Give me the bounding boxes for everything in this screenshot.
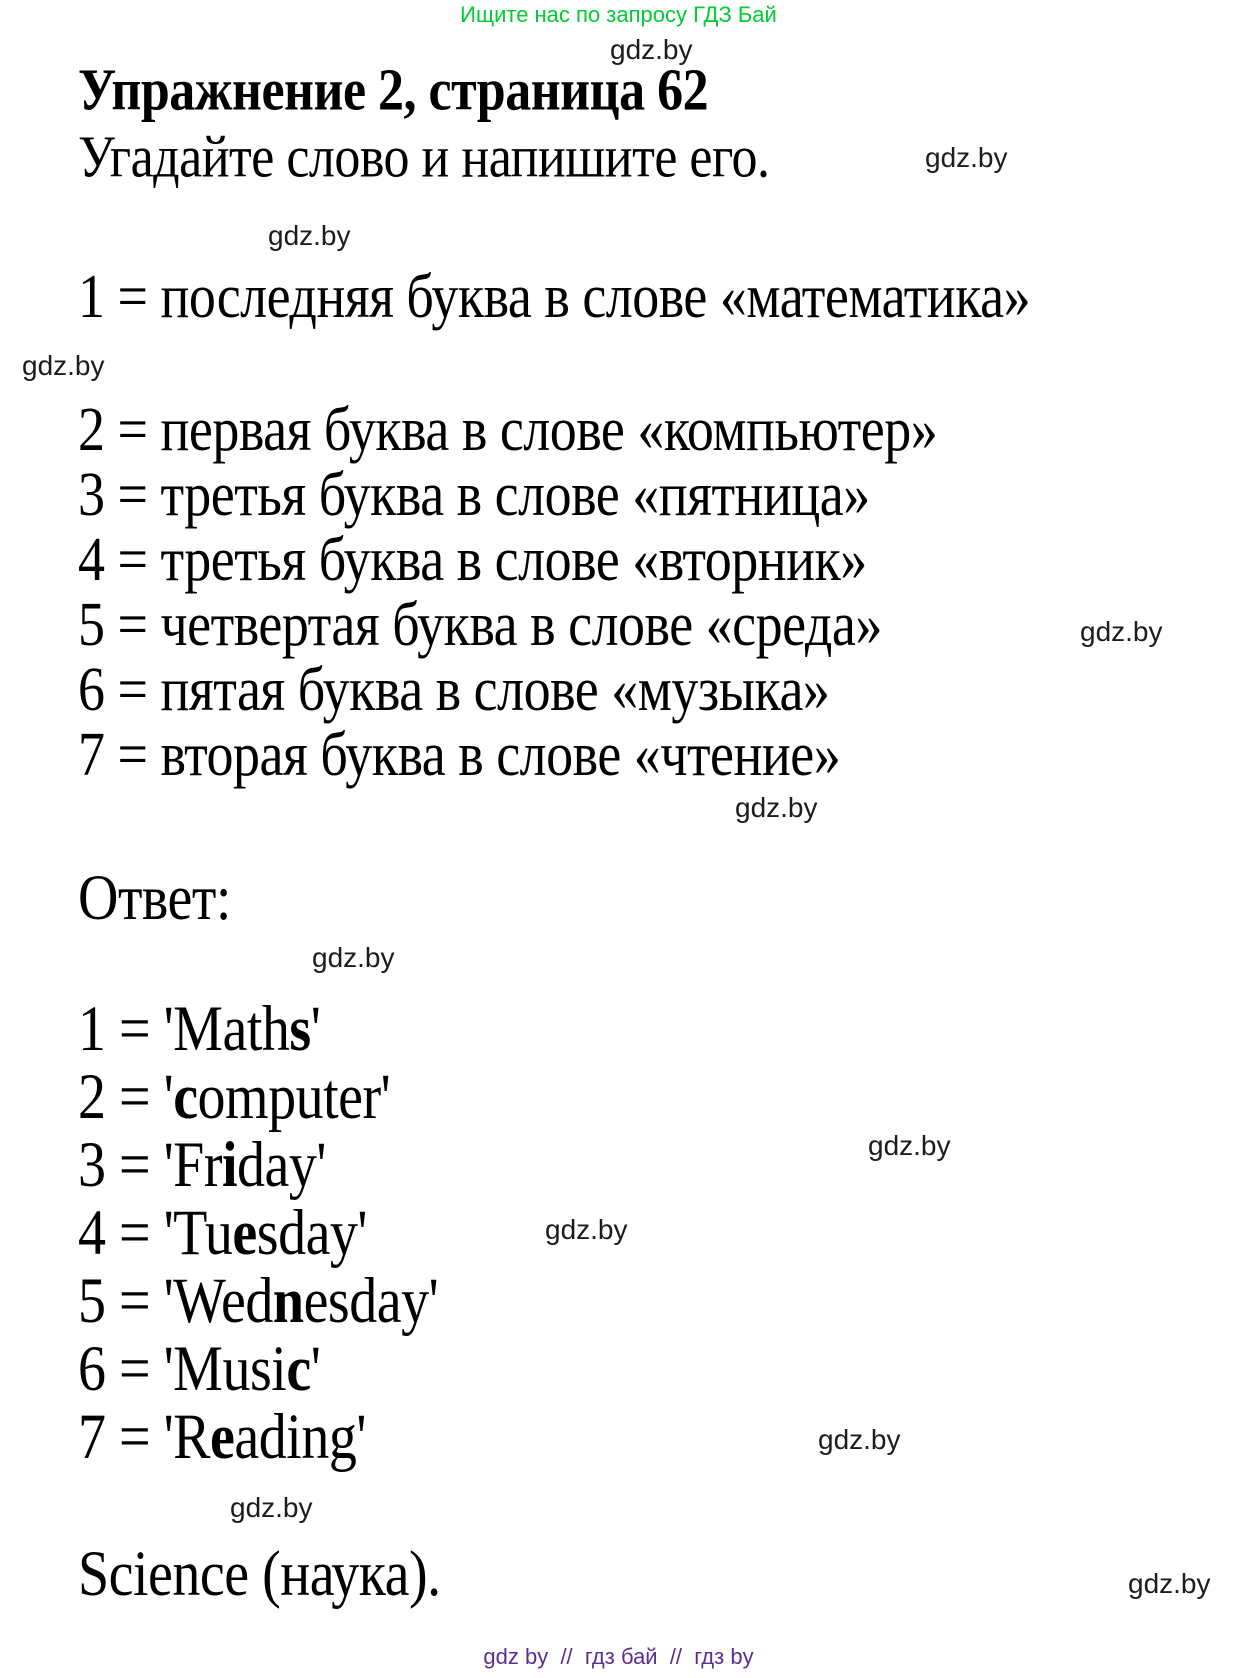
equals-sign: = — [119, 1197, 151, 1269]
answer-word: 'Reading' — [163, 1401, 366, 1473]
promo-banner: Ищите нас по запросу ГДЗ Бай — [460, 2, 777, 27]
answer-row — [78, 1129, 326, 1201]
gdz-watermark: gdz.by — [610, 34, 693, 65]
answer-number: 5 — [78, 1265, 106, 1337]
answer-number: 6 — [78, 1333, 106, 1405]
answer-word: 'Music' — [163, 1333, 321, 1405]
equals-sign: = — [117, 654, 148, 724]
equals-sign: = — [119, 1129, 151, 1201]
equals-sign: = — [117, 459, 148, 529]
equals-sign: = — [119, 1061, 151, 1133]
answer-key-letter: i — [221, 1129, 238, 1201]
clue-number: 5 — [78, 589, 105, 659]
clue-text: последняя буква в слове «математика» — [160, 261, 1031, 331]
clue-number: 4 — [78, 524, 105, 594]
clue-row — [78, 261, 1031, 331]
answer-number: 4 — [78, 1197, 106, 1269]
answer-word: 'Friday' — [163, 1129, 326, 1201]
clue-text: первая буква в слове «компьютер» — [160, 394, 938, 464]
answer-row — [78, 1197, 368, 1269]
answer-key-letter: e — [210, 1401, 235, 1473]
clue-row — [78, 394, 938, 464]
equals-sign: = — [119, 1401, 151, 1473]
page-title: Упражнение 2, страница 62 — [78, 57, 709, 124]
clue-number: 6 — [78, 654, 105, 724]
answer-word: 'Wednesday' — [163, 1265, 439, 1337]
answer-key-letter: c — [286, 1333, 311, 1405]
equals-sign: = — [117, 394, 148, 464]
gdz-watermark: gdz.by — [925, 142, 1008, 173]
clue-row — [78, 654, 830, 724]
gdz-watermark: gdz.by — [1080, 616, 1163, 647]
answer-row — [78, 993, 321, 1065]
equals-sign: = — [117, 719, 148, 789]
answer-key-letter: c — [173, 1061, 198, 1133]
clue-text: третья буква в слове «пятница» — [160, 459, 870, 529]
answer-number: 1 — [78, 993, 106, 1065]
clue-row — [78, 719, 841, 789]
equals-sign: = — [117, 524, 148, 594]
gdz-watermark: gdz.by — [735, 792, 818, 823]
final-answer: Science (наука). — [78, 1538, 441, 1610]
answer-key-letter: n — [272, 1265, 304, 1337]
equals-sign: = — [119, 993, 151, 1065]
answer-row — [78, 1265, 439, 1337]
clue-row — [78, 589, 882, 659]
footer-links: gdz by // гдз бай // гдз by — [483, 1644, 754, 1669]
answer-row — [78, 1401, 366, 1473]
answer-row — [78, 1333, 321, 1405]
clue-text: четвертая буква в слове «среда» — [160, 589, 882, 659]
gdz-watermark: gdz.by — [545, 1214, 628, 1245]
answer-row — [78, 1061, 391, 1133]
clue-text: вторая буква в слове «чтение» — [160, 719, 841, 789]
equals-sign: = — [117, 589, 148, 659]
gdz-watermark: gdz.by — [818, 1424, 901, 1455]
answer-word: 'Tuesday' — [163, 1197, 368, 1269]
clue-number: 2 — [78, 394, 105, 464]
equals-sign: = — [117, 261, 148, 331]
gdz-watermark: gdz.by — [22, 350, 105, 381]
gdz-watermark: gdz.by — [868, 1130, 951, 1161]
equals-sign: = — [119, 1333, 151, 1405]
clue-row — [78, 459, 870, 529]
gdz-watermark: gdz.by — [268, 220, 351, 251]
clue-text: пятая буква в слове «музыка» — [160, 654, 830, 724]
task-instruction: Угадайте слово и напишите его. — [78, 124, 770, 191]
answer-word: 'computer' — [163, 1061, 391, 1133]
answer-word: 'Maths' — [163, 993, 321, 1065]
answer-key-letter: e — [232, 1197, 257, 1269]
equals-sign: = — [119, 1265, 151, 1337]
gdz-watermark: gdz.by — [230, 1492, 313, 1523]
gdz-watermark: gdz.by — [312, 942, 395, 973]
answer-number: 2 — [78, 1061, 106, 1133]
gdz-watermark: gdz.by — [1128, 1568, 1211, 1599]
answer-key-letter: s — [289, 993, 311, 1065]
clue-number: 1 — [78, 261, 105, 331]
answer-number: 3 — [78, 1129, 106, 1201]
answer-number: 7 — [78, 1401, 106, 1473]
clue-text: третья буква в слове «вторник» — [160, 524, 867, 594]
answer-heading: Ответ: — [78, 862, 231, 934]
clue-number: 7 — [78, 719, 105, 789]
clue-number: 3 — [78, 459, 105, 529]
clue-row — [78, 524, 867, 594]
